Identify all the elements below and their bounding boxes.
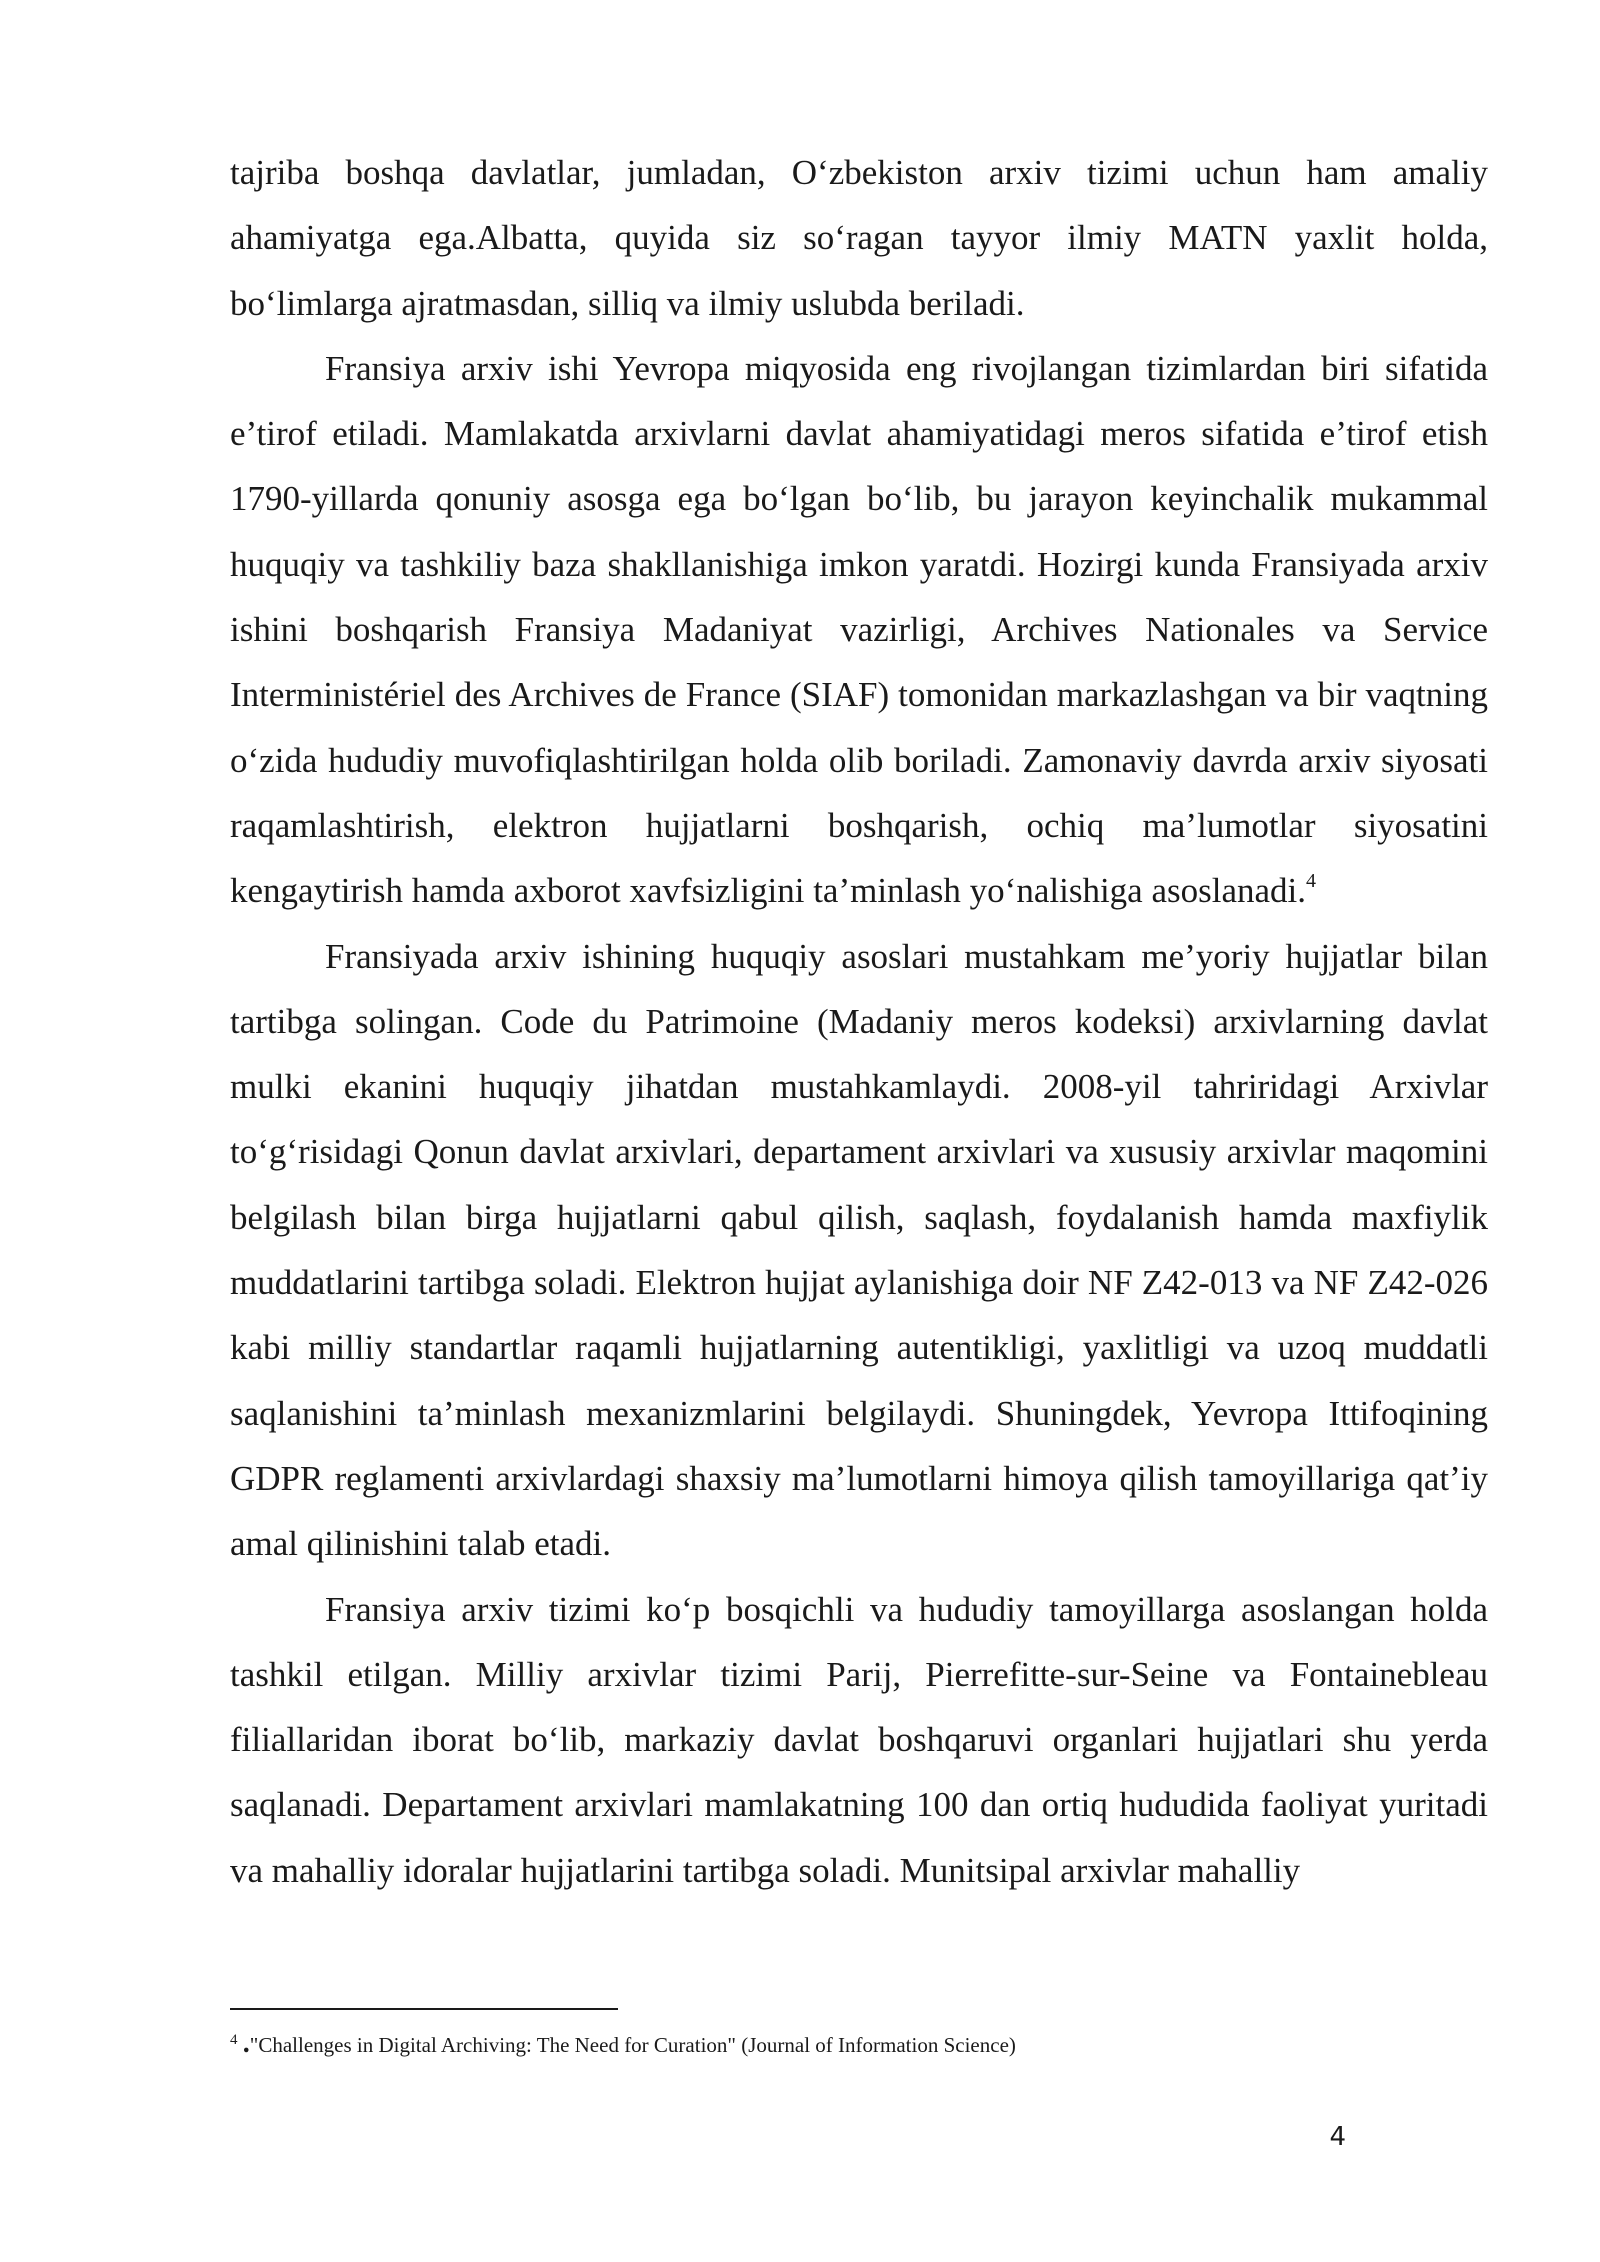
footnote bbox=[230, 2024, 1488, 2061]
paragraph bbox=[230, 336, 1488, 924]
footnote-number: 4 bbox=[230, 2032, 238, 2048]
paragraph bbox=[230, 924, 1488, 1577]
page-number: 4 bbox=[1329, 2122, 1346, 2152]
paragraph-text: tajriba boshqa davlatlar, jumladan, O‘zbekiston arxiv tizimi uchun ham amaliy ahamiyatga ega.Albatta, quyida siz so‘ragan tayyor ilmiy MATN yaxlit holda, bo‘limlarga ajratmasdan, silliq va ilmiy uslubda beriladi. bbox=[230, 153, 1488, 323]
footnote-text: "Challenges in Digital Archiving: The Need for Curation" (Journal of Information Science) bbox=[249, 2033, 1016, 2057]
paragraph bbox=[230, 1577, 1488, 1903]
footnote-separator bbox=[230, 2008, 618, 2010]
footnote-reference[interactable]: 4 bbox=[1306, 870, 1316, 893]
paragraph-text: Fransiya arxiv tizimi ko‘p bosqichli va hududiy tamoyillarga asoslangan holda tashkil etilgan. Milliy arxivlar tizimi Parij, Pierrefitte-sur-Seine va Fontainebleau filiallaridan iborat bo‘lib, markaziy davlat boshqaruvi organlari hujjatlari shu yerda saqlanadi. Departament arxivlari mamlakatning 100 dan ortiq hududida faoliyat yuritadi va mahalliy idoralar hujjatlarini tartibga soladi. Munitsipal arxivlar mahalliy bbox=[230, 1589, 1488, 1890]
paragraph bbox=[230, 140, 1488, 336]
body-text bbox=[230, 140, 1488, 1903]
paragraph-text: Fransiyada arxiv ishining huquqiy asoslari mustahkam me’yoriy hujjatlar bilan tartibga solingan. Code du Patrimoine (Madaniy meros kodeksi) arxivlarning davlat mulki ekanini huquqiy jihatdan mustahkamlaydi. 2008-yil tahriridagi Arxivlar to‘g‘risidagi Qonun davlat arxivlari, departament arxivlari va xususiy arxivlar maqomini belgilash bilan birga hujjatlarni qabul qilish, saqlash, foydalanish hamda maxfiylik muddatlarini tartibga soladi. Elektron hujjat aylanishiga doir NF Z42-013 va NF Z42-026 kabi milliy standartlar raqamli hujjatlarning autentikligi, yaxlitligi va uzoq muddatli saqlanishini ta’minlash mexanizmlarini belgilaydi. Shuningdek, Yevropa Ittifoqining GDPR reglamenti arxivlardagi shaxsiy ma’lumotlarni himoya qilish tamoyillariga qat’iy amal qilinishini talab etadi. bbox=[230, 936, 1488, 1564]
footnote-marker: . bbox=[242, 2028, 250, 2059]
paragraph-text: Fransiya arxiv ishi Yevropa miqyosida eng rivojlangan tizimlardan biri sifatida e’tirof etiladi. Mamlakatda arxivlarni davlat ahamiyatidagi meros sifatida e’tirof etish 1790-yillarda qonuniy asosga ega bo‘lgan bo‘lib, bu jarayon keyinchalik mukammal huquqiy va tashkiliy baza shakllanishiga imkon yaratdi. Hozirgi kunda Fransiyada arxiv ishini boshqarish Fransiya Madaniyat vazirligi, Archives Nationales va Service Interministériel des Archives de France (SIAF) tomonidan markazlashgan va bir vaqtning o‘zida hududiy muvofiqlashtirilgan holda olib boriladi. Zamonaviy davrda arxiv siyosati raqamlashtirish, elektron hujjatlarni boshqarish, ochiq ma’lumotlar siyosatini kengaytirish hamda axborot xavfsizligini ta’minlash yo‘nalishiga asoslanadi. bbox=[230, 348, 1488, 911]
